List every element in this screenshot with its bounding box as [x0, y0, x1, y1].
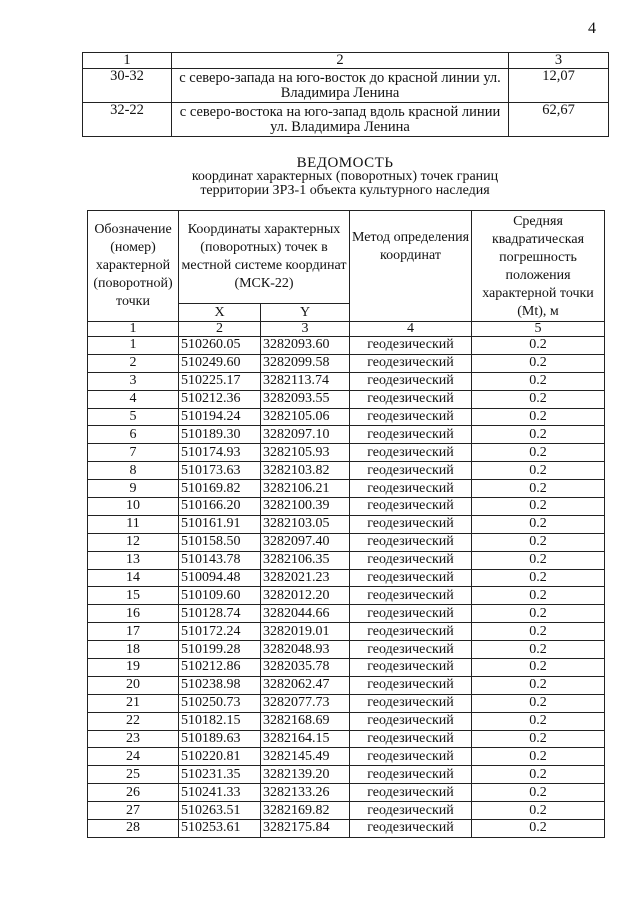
y-coord-cell: 3282100.39 — [261, 498, 350, 516]
point-number-cell: 6 — [88, 426, 179, 444]
y-coord-cell: 3282077.73 — [261, 694, 350, 712]
point-number-cell: 16 — [88, 605, 179, 623]
point-number-cell: 24 — [88, 748, 179, 766]
table-row — [88, 337, 605, 355]
point-number-cell: 11 — [88, 515, 179, 533]
accuracy-cell: 0.2 — [472, 480, 605, 498]
length-cell: 12,07 — [509, 69, 609, 103]
accuracy-cell: 0.2 — [472, 444, 605, 462]
accuracy-cell: 0.2 — [472, 498, 605, 516]
accuracy-cell: 0.2 — [472, 784, 605, 802]
y-coord-cell: 3282103.82 — [261, 462, 350, 480]
accuracy-cell: 0.2 — [472, 587, 605, 605]
table-row — [88, 659, 605, 677]
y-header: Y — [261, 304, 350, 322]
x-coord-cell: 510220.81 — [179, 748, 261, 766]
point-number-cell: 15 — [88, 587, 179, 605]
accuracy-cell: 0.2 — [472, 533, 605, 551]
x-coord-cell: 510199.28 — [179, 641, 261, 659]
col-num: 2 — [179, 322, 261, 337]
method-cell: геодезический — [350, 533, 472, 551]
accuracy-cell: 0.2 — [472, 748, 605, 766]
accuracy-cell: 0.2 — [472, 694, 605, 712]
boundary-segments-table — [82, 52, 609, 137]
method-cell: геодезический — [350, 480, 472, 498]
point-number-cell: 26 — [88, 784, 179, 802]
y-coord-cell: 3282106.21 — [261, 480, 350, 498]
method-cell: геодезический — [350, 551, 472, 569]
method-cell: геодезический — [350, 408, 472, 426]
table-row — [88, 390, 605, 408]
table-row — [88, 551, 605, 569]
accuracy-cell: 0.2 — [472, 623, 605, 641]
accuracy-cell: 0.2 — [472, 766, 605, 784]
point-number-cell: 8 — [88, 462, 179, 480]
method-header: Метод определения координат — [350, 211, 472, 322]
table-row — [88, 641, 605, 659]
method-cell: геодезический — [350, 354, 472, 372]
accuracy-cell: 0.2 — [472, 462, 605, 480]
table-row — [88, 676, 605, 694]
x-coord-cell: 510231.35 — [179, 766, 261, 784]
description-cell: с северо-востока на юго-запад вдоль красной линии ул. Владимира Ленина — [172, 103, 509, 137]
method-cell: геодезический — [350, 730, 472, 748]
method-cell: геодезический — [350, 587, 472, 605]
method-cell: геодезический — [350, 337, 472, 355]
accuracy-cell: 0.2 — [472, 408, 605, 426]
x-coord-cell: 510263.51 — [179, 802, 261, 820]
y-coord-cell: 3282097.10 — [261, 426, 350, 444]
length-cell: 62,67 — [509, 103, 609, 137]
col-num-1: 1 — [83, 53, 172, 69]
point-number-cell: 25 — [88, 766, 179, 784]
col-num: 1 — [88, 322, 179, 337]
table-row — [88, 766, 605, 784]
coordinates-table — [87, 210, 605, 838]
table-row — [88, 712, 605, 730]
method-cell: геодезический — [350, 659, 472, 677]
x-coord-cell: 510238.98 — [179, 676, 261, 694]
table-row — [88, 623, 605, 641]
x-coord-cell: 510169.82 — [179, 480, 261, 498]
x-coord-cell: 510189.30 — [179, 426, 261, 444]
x-coord-cell: 510109.60 — [179, 587, 261, 605]
col-num: 3 — [261, 322, 350, 337]
table-row — [88, 730, 605, 748]
method-cell: геодезический — [350, 676, 472, 694]
x-coord-cell: 510225.17 — [179, 372, 261, 390]
point-number-cell: 14 — [88, 569, 179, 587]
point-number-cell: 10 — [88, 498, 179, 516]
accuracy-cell: 0.2 — [472, 551, 605, 569]
accuracy-cell: 0.2 — [472, 426, 605, 444]
y-coord-cell: 3282164.15 — [261, 730, 350, 748]
col-num: 4 — [350, 322, 472, 337]
table-row — [88, 533, 605, 551]
x-coord-cell: 510250.73 — [179, 694, 261, 712]
x-coord-cell: 510094.48 — [179, 569, 261, 587]
method-cell: геодезический — [350, 515, 472, 533]
x-coord-cell: 510172.24 — [179, 623, 261, 641]
col-num: 5 — [472, 322, 605, 337]
title-heading: ВЕДОМОСТЬ — [296, 155, 394, 171]
y-coord-cell: 3282062.47 — [261, 676, 350, 694]
point-number-cell: 22 — [88, 712, 179, 730]
table-row — [88, 498, 605, 516]
point-number-cell: 13 — [88, 551, 179, 569]
accuracy-cell: 0.2 — [472, 390, 605, 408]
accuracy-cell: 0.2 — [472, 569, 605, 587]
method-cell: геодезический — [350, 605, 472, 623]
point-header: Обозначение (номер) характерной (поворотной) точки — [88, 211, 179, 322]
x-coord-cell: 510182.15 — [179, 712, 261, 730]
table-row — [83, 69, 609, 103]
point-number-cell: 9 — [88, 480, 179, 498]
y-coord-cell: 3282168.69 — [261, 712, 350, 730]
method-cell: геодезический — [350, 694, 472, 712]
col-num-2: 2 — [172, 53, 509, 69]
y-coord-cell: 3282097.40 — [261, 533, 350, 551]
x-header: X — [179, 304, 261, 322]
table-header-row — [83, 53, 609, 69]
point-number-cell: 2 — [88, 354, 179, 372]
coords-header: Координаты характерных (поворотных) точек в местной системе координат (МСК-22) — [179, 211, 350, 304]
y-coord-cell: 3282145.49 — [261, 748, 350, 766]
point-number-cell: 4 — [88, 390, 179, 408]
method-cell: геодезический — [350, 641, 472, 659]
table-row — [88, 802, 605, 820]
method-cell: геодезический — [350, 569, 472, 587]
y-coord-cell: 3282093.60 — [261, 337, 350, 355]
y-coord-cell: 3282012.20 — [261, 587, 350, 605]
accuracy-cell: 0.2 — [472, 605, 605, 623]
accuracy-cell: 0.2 — [472, 676, 605, 694]
point-number-cell: 20 — [88, 676, 179, 694]
accuracy-cell: 0.2 — [472, 730, 605, 748]
point-number-cell: 1 — [88, 337, 179, 355]
table-row — [88, 515, 605, 533]
x-coord-cell: 510241.33 — [179, 784, 261, 802]
statement-title — [80, 156, 610, 198]
description-cell: с северо-запада на юго-восток до красной линии ул. Владимира Ленина — [172, 69, 509, 103]
method-cell: геодезический — [350, 498, 472, 516]
y-coord-cell: 3282175.84 — [261, 820, 350, 838]
y-coord-cell: 3282106.35 — [261, 551, 350, 569]
x-coord-cell: 510166.20 — [179, 498, 261, 516]
y-coord-cell: 3282105.93 — [261, 444, 350, 462]
table-row — [88, 426, 605, 444]
table-row — [88, 587, 605, 605]
x-coord-cell: 510128.74 — [179, 605, 261, 623]
point-number-cell: 21 — [88, 694, 179, 712]
method-cell: геодезический — [350, 712, 472, 730]
column-numbers-row — [88, 322, 605, 337]
table-row — [88, 372, 605, 390]
x-coord-cell: 510158.50 — [179, 533, 261, 551]
accuracy-header: Средняя квадратическая погрешность положения характерной точки (Mt), м — [472, 211, 605, 322]
col-num-3: 3 — [509, 53, 609, 69]
y-coord-cell: 3282021.23 — [261, 569, 350, 587]
page-number: 4 — [588, 20, 596, 37]
method-cell: геодезический — [350, 784, 472, 802]
x-coord-cell: 510212.36 — [179, 390, 261, 408]
point-number-cell: 7 — [88, 444, 179, 462]
y-coord-cell: 3282035.78 — [261, 659, 350, 677]
point-number-cell: 3 — [88, 372, 179, 390]
table-row — [88, 354, 605, 372]
title-line-2: территории ЗРЗ-1 объекта культурного наследия — [200, 183, 490, 198]
accuracy-cell: 0.2 — [472, 712, 605, 730]
point-number-cell: 28 — [88, 820, 179, 838]
method-cell: геодезический — [350, 462, 472, 480]
method-cell: геодезический — [350, 426, 472, 444]
accuracy-cell: 0.2 — [472, 372, 605, 390]
accuracy-cell: 0.2 — [472, 659, 605, 677]
x-coord-cell: 510143.78 — [179, 551, 261, 569]
method-cell: геодезический — [350, 820, 472, 838]
y-coord-cell: 3282093.55 — [261, 390, 350, 408]
accuracy-cell: 0.2 — [472, 641, 605, 659]
method-cell: геодезический — [350, 372, 472, 390]
accuracy-cell: 0.2 — [472, 337, 605, 355]
table-row — [88, 408, 605, 426]
y-coord-cell: 3282133.26 — [261, 784, 350, 802]
table-row — [88, 694, 605, 712]
method-cell: геодезический — [350, 444, 472, 462]
y-coord-cell: 3282044.66 — [261, 605, 350, 623]
method-cell: геодезический — [350, 623, 472, 641]
table-row — [88, 480, 605, 498]
method-cell: геодезический — [350, 766, 472, 784]
x-coord-cell: 510189.63 — [179, 730, 261, 748]
y-coord-cell: 3282099.58 — [261, 354, 350, 372]
segment-cell: 32-22 — [83, 103, 172, 137]
table-row — [88, 748, 605, 766]
point-number-cell: 18 — [88, 641, 179, 659]
y-coord-cell: 3282105.06 — [261, 408, 350, 426]
table-row — [88, 820, 605, 838]
table-row — [88, 444, 605, 462]
accuracy-cell: 0.2 — [472, 354, 605, 372]
x-coord-cell: 510173.63 — [179, 462, 261, 480]
x-coord-cell: 510260.05 — [179, 337, 261, 355]
segment-cell: 30-32 — [83, 69, 172, 103]
y-coord-cell: 3282048.93 — [261, 641, 350, 659]
point-number-cell: 19 — [88, 659, 179, 677]
table-row — [83, 103, 609, 137]
table-row — [88, 569, 605, 587]
y-coord-cell: 3282103.05 — [261, 515, 350, 533]
table-row — [88, 462, 605, 480]
x-coord-cell: 510253.61 — [179, 820, 261, 838]
point-number-cell: 17 — [88, 623, 179, 641]
y-coord-cell: 3282169.82 — [261, 802, 350, 820]
y-coord-cell: 3282019.01 — [261, 623, 350, 641]
x-coord-cell: 510194.24 — [179, 408, 261, 426]
method-cell: геодезический — [350, 802, 472, 820]
point-number-cell: 23 — [88, 730, 179, 748]
accuracy-cell: 0.2 — [472, 820, 605, 838]
table-row — [88, 605, 605, 623]
coord-header-row — [88, 211, 605, 304]
y-coord-cell: 3282113.74 — [261, 372, 350, 390]
method-cell: геодезический — [350, 390, 472, 408]
point-number-cell: 12 — [88, 533, 179, 551]
x-coord-cell: 510161.91 — [179, 515, 261, 533]
table-row — [88, 784, 605, 802]
x-coord-cell: 510212.86 — [179, 659, 261, 677]
x-coord-cell: 510174.93 — [179, 444, 261, 462]
title-line-1: координат характерных (поворотных) точек границ — [191, 169, 499, 184]
x-coord-cell: 510249.60 — [179, 354, 261, 372]
accuracy-cell: 0.2 — [472, 802, 605, 820]
method-cell: геодезический — [350, 748, 472, 766]
point-number-cell: 5 — [88, 408, 179, 426]
point-number-cell: 27 — [88, 802, 179, 820]
y-coord-cell: 3282139.20 — [261, 766, 350, 784]
accuracy-cell: 0.2 — [472, 515, 605, 533]
